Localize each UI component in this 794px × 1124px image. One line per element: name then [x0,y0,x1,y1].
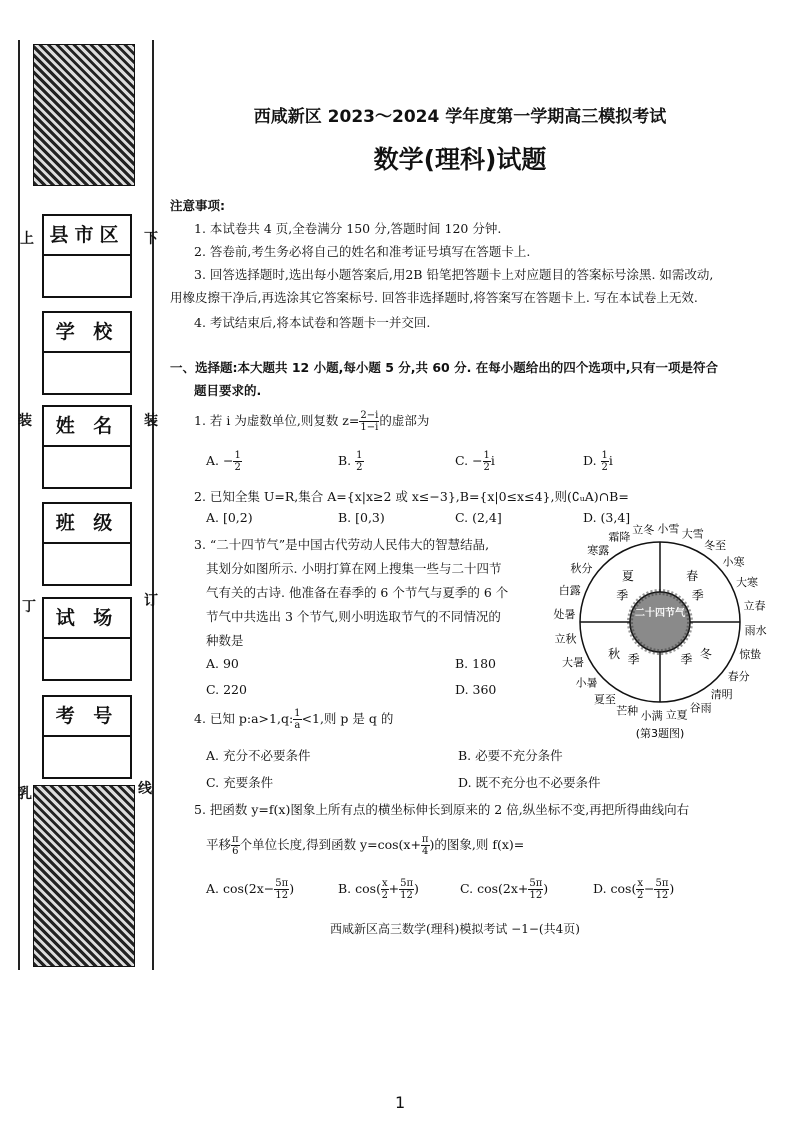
q1-option-a[interactable]: A. − $\frac{1}{2}$ [206,450,241,473]
section-heading: 一、选择题:本大题共 12 小题,每小题 5 分,共 60 分. 在每小题给出的四个选项中,只有一项是符合 [170,360,718,375]
q4-option-b[interactable]: B. 必要不充分条件 [458,748,563,763]
section-heading-cont: 题目要求的. [194,383,262,398]
notice-item: 2. 答卷前,考生务必将自己的姓名和准考证号填写在答题卡上. [194,244,531,259]
q5-line1: 5. 把函数 y=f(x)图象上所有点的横坐标伸长到原来的 2 倍,纵坐标不变,再把所得曲线向右 [194,802,690,817]
binding-border-left [18,40,20,970]
season-label: 冬 [699,647,712,662]
solar-term-label: 春分 [727,670,750,683]
q5-option-a[interactable]: A. cos(2x− $\frac{5\pi}{12}$ ) [206,878,295,901]
binding-mark: 装 [18,413,32,429]
notice-item: 3. 回答选择题时,选出每小题答案后,用2B 铅笔把答题卡上对应题目的答案标号涂黑. 如需改动, [194,267,714,282]
q5-line2: 平移 $\frac{\pi}{6}$ 个单位长度,得到函数 y=cos(x+ $\frac{\pi}{4}$ )的图象,则 f(x)= [206,834,525,857]
q2-option-c[interactable]: C. (2,4] [455,510,502,525]
field-county[interactable] [42,214,132,298]
solar-term-label: 芒种 [616,704,639,718]
binding-mark: 丁 [22,599,36,615]
q5-option-c[interactable]: C. cos(2x+ $\frac{5\pi}{12}$ ) [460,878,549,901]
solar-term-label: 立春 [743,599,766,613]
solar-term-label: 小满 [640,709,663,723]
binding-mark: 乳 [18,786,32,802]
solar-term-label: 冬至 [704,538,727,552]
notice-item: 1. 本试卷共 4 页,全卷满分 150 分,答题时间 120 分钟. [194,221,502,236]
solar-terms-wheel [536,522,786,742]
binding-pattern-bottom [33,785,135,967]
field-exam-room[interactable] [42,597,132,681]
field-label: 学 校 [44,313,130,353]
solar-term-label: 白露 [558,583,581,597]
solar-term-label: 小寒 [722,555,745,569]
exam-title: 西咸新区 2023～2024 学年度第一学期高三模拟考试 [253,107,667,127]
field-class[interactable] [42,502,132,586]
solar-term-label: 霜降 [608,530,631,544]
q1-option-d[interactable]: D. $\frac{1}{2}$ i [583,450,613,473]
season-label: 秋 [608,647,621,662]
solar-term-label: 秋分 [570,562,593,575]
season-label: 夏 [621,569,634,584]
binding-mark: 下 [144,231,158,247]
q1-stem [194,410,429,433]
q2-option-b[interactable]: B. [0,3) [338,510,385,525]
solar-term-label: 谷雨 [689,701,712,715]
field-label: 班 级 [44,504,130,544]
season-label: 季 [691,588,704,603]
q1-option-b[interactable]: B. $\frac{1}{2}$ [338,450,363,473]
field-label: 考 号 [44,697,130,737]
field-school[interactable] [42,311,132,395]
q3-line: 节气中共选出 3 个节气,则小明选取节气的不同情况的 [206,609,501,624]
field-label: 试 场 [44,599,130,639]
solar-term-label: 夏至 [593,693,616,707]
exam-subtitle: 数学(理科)试题 [373,145,547,174]
q1-option-c[interactable]: C. − $\frac{1}{2}$ i [455,450,495,473]
notice-item: 用橡皮擦干净后,再选涂其它答案标号. 回答非选择题时,将答案写在答题卡上. 写在本试卷上无效. [170,290,698,305]
q4-option-c[interactable]: C. 充要条件 [206,775,274,790]
solar-term-label: 大暑 [562,655,584,669]
binding-pattern-top [33,44,135,186]
binding-mark: 装 [144,413,158,429]
field-exam-number[interactable] [42,695,132,779]
page-number: 1 [395,1093,406,1112]
q3-option-d[interactable]: D. 360 [455,682,497,697]
solar-term-label: 惊蛰 [739,648,762,662]
q4-stem: 4. 已知 p:a>1,q: $\frac{1}{a}$ <1,则 p 是 q 的 [194,708,394,731]
q1-stem-a: 1. 若 i 为虚数单位,则复数 z= [194,413,360,428]
q1-fraction [359,410,379,433]
q3-line: 气有关的古诗. 他准备在春季的 6 个节气与夏季的 6 个 [206,585,509,600]
q1-stem-b: 的虚部为 [379,413,430,428]
binding-border-right [152,40,154,970]
solar-term-label: 雨水 [744,624,767,638]
wheel-center-label: 二十四节气 [635,608,685,619]
solar-term-label: 处暑 [553,607,576,621]
field-label: 县市区 [44,216,130,256]
q3-line: 3. “二十四节气”是中国古代劳动人民伟大的智慧结晶, [194,537,490,552]
solar-term-label: 立夏 [665,708,688,722]
frac-den: 1−i [360,422,379,433]
solar-term-label: 清明 [710,688,733,702]
season-label: 季 [616,588,629,603]
q2-option-a[interactable]: A. [0,2) [206,510,253,525]
solar-term-label: 立秋 [554,632,577,646]
q2-option-d[interactable]: D. (3,4] [583,510,631,525]
page-footer: 西咸新区高三数学(理科)模拟考试 −1−(共4页) [330,922,580,936]
notice-item: 4. 考试结束后,将本试卷和答题卡一并交回. [194,315,431,330]
q3-line: 种数是 [206,633,244,648]
q4-fraction: $\frac{1}{a}$ [294,708,301,731]
solar-term-label: 寒露 [587,543,610,557]
solar-term-label: 小雪 [657,522,680,536]
q4-option-a[interactable]: A. 充分不必要条件 [206,748,311,763]
q3-option-a[interactable]: A. 90 [206,656,239,671]
binding-mark: 线 [138,781,152,797]
season-label: 季 [627,652,640,667]
binding-mark: 订 [144,593,158,609]
season-label: 季 [680,652,693,667]
q4-option-d[interactable]: D. 既不充分也不必要条件 [458,775,601,790]
field-label: 姓 名 [44,407,130,447]
solar-term-label: 立冬 [632,523,655,537]
solar-term-label: 大寒 [736,576,758,590]
q3-option-c[interactable]: C. 220 [206,682,247,697]
solar-term-label: 大雪 [681,527,704,541]
q3-option-b[interactable]: B. 180 [455,656,496,671]
binding-mark: 上 [20,231,34,247]
q3-line: 其划分如图所示. 小明打算在网上搜集一些与二十四节 [206,561,502,576]
frac-num: 2−i [360,410,379,421]
season-label: 春 [686,569,699,584]
notice-heading: 注意事项: [170,198,225,213]
solar-term-label: 小暑 [575,676,598,690]
figure-caption: (第3题图) [635,727,685,740]
q5-option-b[interactable]: B. cos( $\frac{x}{2}$ + $\frac{5\pi}{12}$ ) [338,878,419,901]
q5-option-d[interactable]: D. cos( $\frac{x}{2}$ − $\frac{5\pi}{12}$ ) [593,878,675,901]
field-name[interactable] [42,405,132,489]
q2-stem: 2. 已知全集 U=R,集合 A={x|x≥2 或 x≤−3},B={x|0≤x≤4},则(∁ᵤA)∩B= [194,489,629,504]
